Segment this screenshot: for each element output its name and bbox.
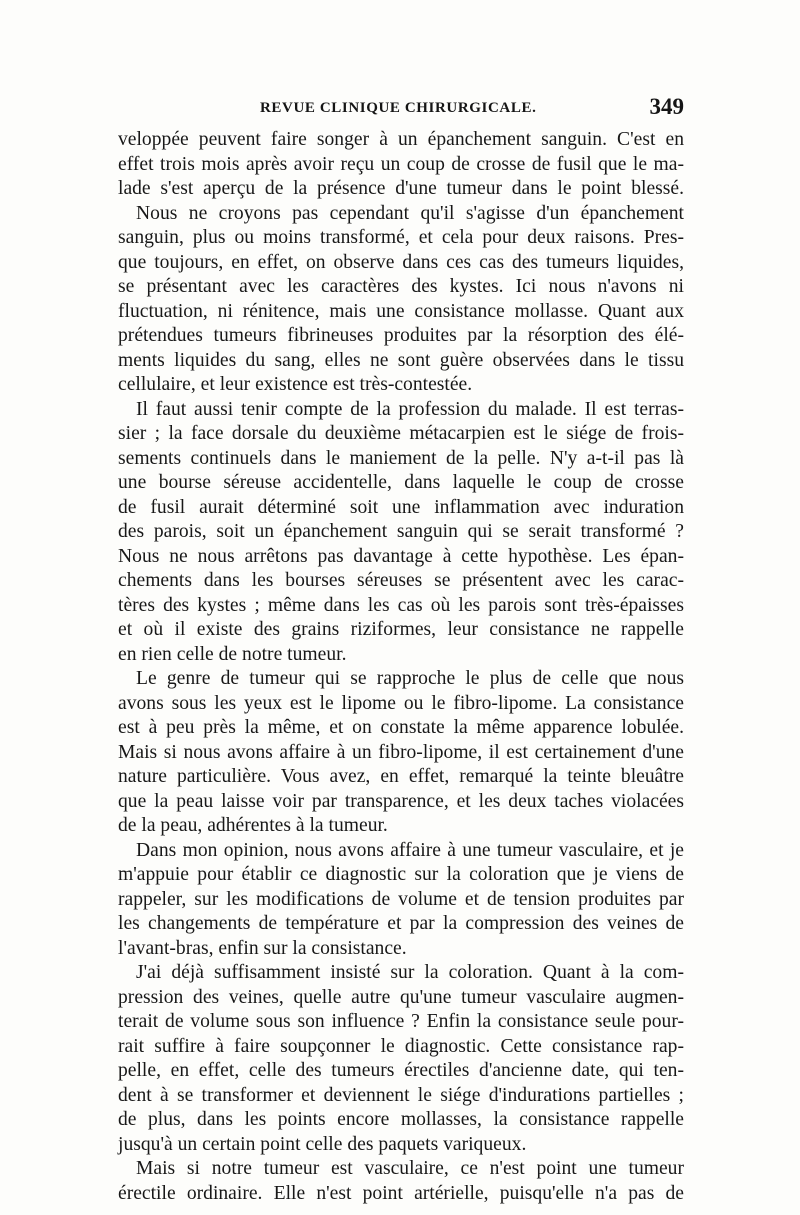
text-line: une bourse séreuse accidentelle, dans laquelle le coup de crosse	[118, 472, 684, 493]
text-line: nature particulière. Vous avez, en effet, remarqué la teinte bleuâtre	[118, 766, 684, 787]
text-line: m'appuie pour établir ce diagnostic sur la coloration que je viens de	[118, 864, 684, 885]
text-line: rait suffire à faire soupçonner le diagnostic. Cette consistance rap-	[118, 1035, 684, 1057]
text-line: J'ai déjà suffisamment insisté sur la coloration. Quant à la com-	[136, 962, 684, 983]
text-line: sements continuels dans le maniement de la pelle. N'y a-t-il pas là	[118, 447, 684, 469]
text-line: Mais si notre tumeur est vasculaire, ce n'est point une tumeur	[136, 1158, 684, 1179]
text-line: lade s'est aperçu de la présence d'une tumeur dans le point blessé.	[118, 178, 684, 199]
text-line: l'avant-bras, enfin sur la consistance.	[118, 937, 407, 959]
text-line: Mais si nous avons affaire à un fibro-lipome, il est certainement d'une	[118, 741, 684, 763]
text-line: fluctuation, ni rénitence, mais une consistance mollasse. Quant aux	[118, 300, 684, 322]
text-line: se présentant avec les caractères des kystes. Ici nous n'avons ni	[118, 276, 684, 297]
text-line: érectile ordinaire. Elle n'est point artérielle, puisqu'elle n'a pas de	[118, 1182, 684, 1204]
text-line: Nous ne croyons pas cependant qu'il s'agisse d'un épanchement	[136, 202, 684, 224]
text-line: que toujours, en effet, on observe dans ces cas des tumeurs liquides,	[118, 251, 684, 273]
page-number: 349	[649, 94, 684, 119]
text-line: rappeler, sur les modifications de volume et de tension produites par	[118, 888, 684, 910]
text-line: est à peu près la même, et on constate la même apparence lobulée.	[118, 717, 684, 738]
text-line: des parois, soit un épanchement sanguin qui se serait transformé ?	[118, 521, 684, 542]
page-header	[118, 96, 684, 124]
text-line: Le genre de tumeur qui se rapproche le plus de celle que nous	[136, 668, 684, 689]
text-line: effet trois mois après avoir reçu un coup de crosse de fusil que le ma-	[118, 153, 684, 175]
text-line: pelle, en effet, celle des tumeurs érectiles d'ancienne date, qui ten-	[118, 1060, 684, 1081]
text-line: prétendues tumeurs fibrineuses produites par la résorption des élé-	[118, 325, 684, 346]
text-line: et où il existe des grains riziformes, leur consistance ne rappelle	[118, 619, 684, 640]
text-line: tères des kystes ; même dans les cas où les parois sont très-épaisses	[118, 594, 684, 616]
text-line: cellulaire, et leur existence est très-contestée.	[118, 374, 473, 395]
text-line: pression des veines, quelle autre qu'une tumeur vasculaire augmen-	[118, 986, 684, 1008]
text-line: en rien celle de notre tumeur.	[118, 643, 347, 665]
text-line: sanguin, plus ou moins transformé, et cela pour deux raisons. Pres-	[118, 227, 684, 248]
text-line: ments liquides du sang, elles ne sont guère observées dans le tissu	[118, 349, 684, 371]
text-line: dent à se transformer et deviennent le siége d'indurations partielles ;	[118, 1084, 684, 1106]
text-line: de fusil aurait déterminé soit une inflammation avec induration	[118, 496, 684, 518]
text-line: chements dans les bourses séreuses se présentent avec les carac-	[118, 570, 684, 591]
text-line: Dans mon opinion, nous avons affaire à une tumeur vasculaire, et je	[136, 839, 684, 861]
text-line: terait de volume sous son influence ? Enfin la consistance seule pour-	[118, 1011, 684, 1032]
text-line: jusqu'à un certain point celle des paquets variqueux.	[118, 1133, 527, 1155]
text-line: sier ; la face dorsale du deuxième métacarpien est le siége de frois-	[118, 423, 684, 444]
text-line: Il faut aussi tenir compte de la profession du malade. Il est terras-	[136, 398, 684, 420]
text-line: de la peau, adhérentes à la tumeur.	[118, 815, 388, 836]
running-title: REVUE CLINIQUE CHIRURGICALE.	[260, 100, 537, 116]
text-line: veloppée peuvent faire songer à un épanchement sanguin. C'est en	[118, 129, 684, 150]
text-line: Nous ne nous arrêtons pas davantage à cette hypothèse. Les épan-	[118, 545, 684, 567]
text-line: que la peau laisse voir par transparence, et les deux taches violacées	[118, 790, 684, 812]
text-line: avons sous les yeux est le lipome ou le fibro-lipome. La consistance	[118, 692, 684, 714]
text-line: les changements de température et par la compression des veines de	[118, 913, 684, 934]
body-text	[118, 128, 684, 1206]
text-line: de plus, dans les points encore mollasses, la consistance rappelle	[118, 1109, 684, 1130]
